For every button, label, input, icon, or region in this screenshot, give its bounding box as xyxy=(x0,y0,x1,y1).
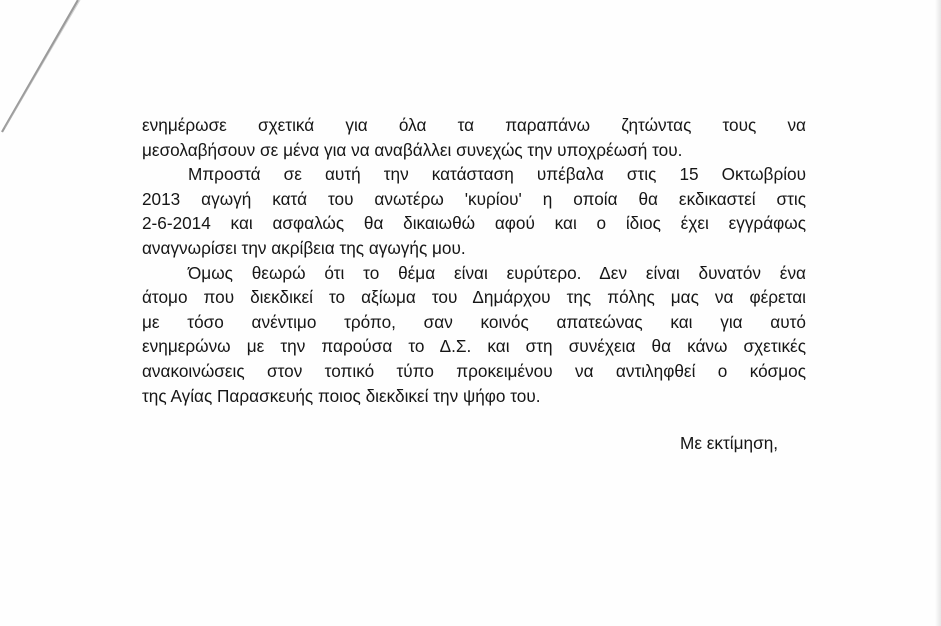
text-line: άτομο που διεκδικεί το αξίωμα του Δημάρχου της πόλης μας να φέρεται xyxy=(142,287,806,308)
scan-fold-mark xyxy=(0,0,90,140)
text-line: ενημέρωσε σχετικά για όλα τα παραπάνω ζητώντας τους να xyxy=(142,115,806,135)
text-line: αναγνωρίσει την ακρίβεια της αγωγής μου. xyxy=(142,237,466,258)
text-line: μεσολαβήσουν σε μένα για να αναβάλλει συνεχώς την υποχρέωσή του. xyxy=(142,139,683,160)
text-line: Μπροστά σε αυτή την κατάσταση υπέβαλα στις 15 Οκτωβρίου xyxy=(188,164,806,185)
text-line: 2-6-2014 και ασφαλώς θα δικαιωθώ αφού και ο ίδιος έχει εγγράφως xyxy=(142,213,806,234)
paragraph-broader-issue xyxy=(142,261,806,409)
text-line: ανακοινώσεις στον τοπικό τύπο προκειμένου να αντιληφθεί ο κόσμος xyxy=(142,360,806,381)
text-line: ενημερώνω με την παρούσα το Δ.Σ. και στη συνέχεια θα κάνω σχετικές xyxy=(142,336,806,357)
closing-salutation: Με εκτίμηση, xyxy=(680,433,779,453)
paragraph-lawsuit xyxy=(142,162,806,260)
text-line: Όμως θεωρώ ότι το θέμα είναι ευρύτερο. Δεν είναι δυνατόν ένα xyxy=(188,262,806,283)
scan-edge-shadow xyxy=(935,0,941,626)
text-line: με τόσο ανέντιμο τρόπο, σαν κοινός απατεώνας και για αυτό xyxy=(142,311,806,332)
paragraph-continuation xyxy=(142,113,806,162)
letter-body xyxy=(142,113,806,408)
text-line: της Αγίας Παρασκευής ποιος διεκδικεί την ψήφο του. xyxy=(142,385,541,406)
text-line: 2013 αγωγή κατά του ανωτέρω 'κυρίου' η οποία θα εκδικαστεί στις xyxy=(142,188,806,209)
